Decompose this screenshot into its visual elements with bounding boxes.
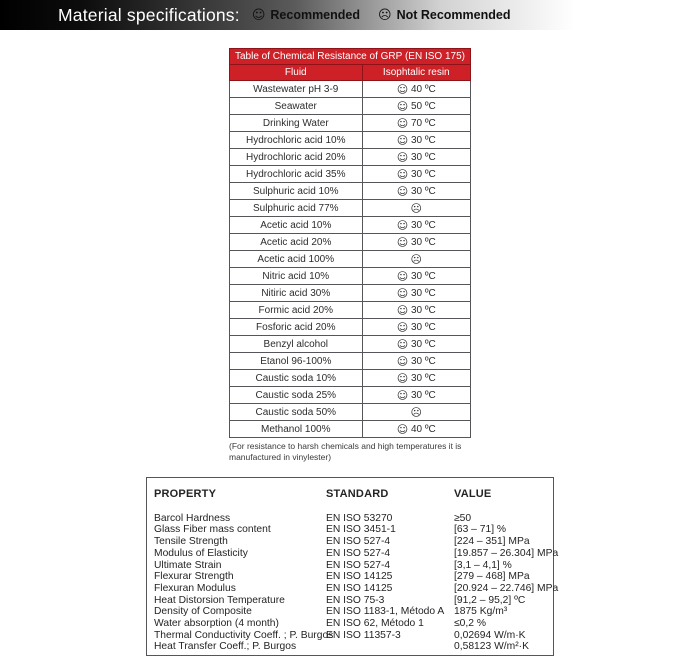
smile-icon: ☺ xyxy=(251,7,266,23)
table-row xyxy=(230,319,471,336)
chemical-resistance-table xyxy=(229,48,471,438)
frown-icon: ☹ xyxy=(410,201,422,215)
resin-cell xyxy=(362,319,470,336)
table-row xyxy=(230,285,471,302)
table-row xyxy=(154,571,549,583)
table-row xyxy=(230,115,471,132)
value-cell: 1875 Kg/m³ xyxy=(454,606,508,618)
smile-icon: ☺ xyxy=(396,99,409,113)
value-cell: [19.857 – 26.304] MPa xyxy=(454,547,559,559)
table-row xyxy=(154,547,559,560)
resin-cell xyxy=(362,353,470,370)
table-row xyxy=(230,132,471,149)
table-title-row xyxy=(230,49,471,65)
resin-cell xyxy=(362,370,470,387)
property-cell: Glass Fiber mass content xyxy=(154,524,271,536)
temperature-value: 30 ºC xyxy=(408,373,436,384)
fluid-cell: Sulphuric acid 10% xyxy=(230,183,363,200)
table-row xyxy=(154,630,549,642)
frown-icon: ☹ xyxy=(410,252,422,266)
fluid-cell: Hydrochloric acid 20% xyxy=(230,149,363,166)
column-header-fluid: Fluid xyxy=(230,65,363,81)
property-cell: Heat Transfer Coeff.; P. Burgos xyxy=(154,641,297,653)
temperature-value: 30 ºC xyxy=(408,271,436,282)
resin-cell xyxy=(362,251,470,268)
temperature-value: 30 ºC xyxy=(408,322,436,333)
table-row xyxy=(154,524,549,536)
smile-icon: ☺ xyxy=(396,337,409,351)
value-cell: [91,2 – 95,2] ºC xyxy=(454,594,526,606)
property-cell: Water absorption (4 month) xyxy=(154,618,279,630)
smile-icon: ☺ xyxy=(396,167,409,181)
property-cell: Barcol Hardness xyxy=(154,512,231,524)
temperature-value: 40 ºC xyxy=(408,424,436,435)
fluid-cell: Nitiric acid 30% xyxy=(230,285,363,302)
value-cell: [20.924 – 22.746] MPa xyxy=(454,582,559,594)
smile-icon: ☺ xyxy=(396,303,409,317)
table-row xyxy=(230,336,471,353)
fluid-cell: Benzyl alcohol xyxy=(230,336,363,353)
fluid-cell: Nitric acid 10% xyxy=(230,268,363,285)
value-cell: [224 – 351] MPa xyxy=(454,536,530,548)
fluid-cell: Sulphuric acid 77% xyxy=(230,200,363,217)
property-cell: Thermal Conductivity Coeff. ; P. Burgos xyxy=(154,629,334,641)
legend xyxy=(252,8,529,22)
table-row xyxy=(154,560,549,572)
resin-cell xyxy=(362,132,470,149)
smile-icon: ☺ xyxy=(396,320,409,334)
table-row xyxy=(230,183,471,200)
fluid-cell: Wastewater pH 3-9 xyxy=(230,81,363,98)
table-row xyxy=(230,217,471,234)
property-cell: Heat Distorsion Temperature xyxy=(154,594,285,606)
chem-table-title: Table of Chemical Resistance of GRP xyxy=(235,51,403,62)
fluid-cell: Etanol 96-100% xyxy=(230,353,363,370)
smile-icon: ☺ xyxy=(396,422,409,436)
standard-cell: EN ISO 14125 xyxy=(326,571,393,583)
column-header-standard: STANDARD xyxy=(326,488,389,500)
legend-label: Recommended xyxy=(270,8,360,22)
standard-cell: EN ISO 527-4 xyxy=(326,559,391,571)
fluid-cell: Seawater xyxy=(230,98,363,115)
standard-cell: EN ISO 14125 xyxy=(326,582,393,594)
smile-icon: ☺ xyxy=(396,218,409,232)
table-row xyxy=(154,513,549,525)
chem-table-standard: (EN ISO 175) xyxy=(404,51,465,62)
smile-icon: ☺ xyxy=(396,388,409,402)
smile-icon: ☺ xyxy=(396,269,409,283)
smile-icon: ☺ xyxy=(396,133,409,147)
temperature-value: 30 ºC xyxy=(408,186,436,197)
table-row xyxy=(230,81,471,98)
standard-cell: EN ISO 3451-1 xyxy=(326,524,396,536)
fluid-cell: Formic acid 20% xyxy=(230,302,363,319)
property-cell: Density of Composite xyxy=(154,606,252,618)
resin-cell xyxy=(362,404,470,421)
table-row xyxy=(230,302,471,319)
legend-label: Not Recommended xyxy=(396,8,511,22)
standard-cell: EN ISO 527-4 xyxy=(326,547,391,559)
value-cell: ≥50 xyxy=(454,512,472,524)
table-row xyxy=(154,595,549,607)
frown-icon: ☹ xyxy=(378,7,392,23)
fluid-cell: Acetic acid 20% xyxy=(230,234,363,251)
value-cell: [3,1 – 4,1] % xyxy=(454,559,512,571)
resin-cell xyxy=(362,268,470,285)
resin-cell xyxy=(362,200,470,217)
property-table xyxy=(146,477,559,656)
resin-cell xyxy=(362,115,470,132)
property-table-body xyxy=(154,512,559,653)
temperature-value: 30 ºC xyxy=(408,135,436,146)
standard-cell: EN ISO 527-4 xyxy=(326,536,391,548)
smile-icon: ☺ xyxy=(396,235,409,249)
table-row xyxy=(230,370,471,387)
fluid-cell: Caustic soda 50% xyxy=(230,404,363,421)
column-header-value: VALUE xyxy=(454,488,492,500)
table-row xyxy=(230,149,471,166)
resin-cell xyxy=(362,149,470,166)
smile-icon: ☺ xyxy=(396,286,409,300)
temperature-value: 30 ºC xyxy=(408,390,436,401)
table-row xyxy=(230,166,471,183)
table-row xyxy=(230,200,471,217)
resin-cell xyxy=(362,166,470,183)
table-row xyxy=(230,98,471,115)
temperature-value: 50 ºC xyxy=(408,101,436,112)
fluid-cell: Fosforic acid 20% xyxy=(230,319,363,336)
resin-cell xyxy=(362,285,470,302)
temperature-value: 70 ºC xyxy=(408,118,436,129)
property-cell: Ultimate Strain xyxy=(154,559,222,571)
temperature-value: 30 ºC xyxy=(408,339,436,350)
temperature-value: 40 ºC xyxy=(408,84,436,95)
table-row xyxy=(154,618,549,630)
resin-cell xyxy=(362,336,470,353)
fluid-cell: Acetic acid 100% xyxy=(230,251,363,268)
fluid-cell: Acetic acid 10% xyxy=(230,217,363,234)
table-row xyxy=(230,387,471,404)
table-row xyxy=(230,404,471,421)
table-header-row xyxy=(230,65,471,81)
property-table-header xyxy=(154,489,549,501)
fluid-cell: Hydrochloric acid 35% xyxy=(230,166,363,183)
standard-cell: EN ISO 75-3 xyxy=(326,594,385,606)
standard-cell: EN ISO 53270 xyxy=(326,512,393,524)
resin-cell xyxy=(362,183,470,200)
fluid-cell: Methanol 100% xyxy=(230,421,363,438)
value-cell: 0,02694 W/m·K xyxy=(454,629,526,641)
legend-item-recommended xyxy=(252,8,360,22)
fluid-cell: Caustic soda 10% xyxy=(230,370,363,387)
temperature-value: 30 ºC xyxy=(408,288,436,299)
value-cell: ≤0,2 % xyxy=(454,618,486,630)
column-header-resin: Isophtalic resin xyxy=(362,65,470,81)
property-cell: Modulus of Elasticity xyxy=(154,547,248,559)
table-row xyxy=(154,582,559,595)
temperature-value: 30 ºC xyxy=(408,220,436,231)
resin-cell xyxy=(362,81,470,98)
table-row xyxy=(154,641,549,653)
temperature-value: 30 ºC xyxy=(408,305,436,316)
table-row xyxy=(230,421,471,438)
column-header-property: PROPERTY xyxy=(154,488,217,500)
table-row xyxy=(230,251,471,268)
smile-icon: ☺ xyxy=(396,371,409,385)
fluid-cell: Caustic soda 25% xyxy=(230,387,363,404)
header-bar xyxy=(0,0,700,30)
smile-icon: ☺ xyxy=(396,150,409,164)
resin-cell xyxy=(362,387,470,404)
table-row xyxy=(154,606,549,618)
value-cell: 0,58123 W/m²·K xyxy=(454,641,529,653)
resin-cell xyxy=(362,421,470,438)
temperature-value: 30 ºC xyxy=(408,152,436,163)
standard-cell: EN ISO 62, Método 1 xyxy=(326,618,424,630)
temperature-value: 30 ºC xyxy=(408,356,436,367)
page-title: Material specifications: xyxy=(58,4,240,25)
smile-icon: ☺ xyxy=(396,354,409,368)
fluid-cell: Drinking Water xyxy=(230,115,363,132)
standard-cell xyxy=(326,641,454,653)
legend-item-not-recommended xyxy=(378,8,510,22)
table-row xyxy=(230,268,471,285)
resin-cell xyxy=(362,98,470,115)
smile-icon: ☺ xyxy=(396,82,409,96)
property-cell: Flexuran Modulus xyxy=(154,582,236,594)
temperature-value: 30 ºC xyxy=(408,169,436,180)
fluid-cell: Hydrochloric acid 10% xyxy=(230,132,363,149)
standard-cell: EN ISO 11357-3 xyxy=(326,629,401,641)
table-row xyxy=(154,536,549,548)
temperature-value: 30 ºC xyxy=(408,237,436,248)
property-cell: Tensile Strength xyxy=(154,536,228,548)
smile-icon: ☺ xyxy=(396,116,409,130)
table-row xyxy=(230,234,471,251)
frown-icon: ☹ xyxy=(410,405,422,419)
table-row xyxy=(230,353,471,370)
standard-cell: EN ISO 1183-1, Método A xyxy=(326,606,445,618)
resin-cell xyxy=(362,302,470,319)
chem-table-footnote: (For resistance to harsh chemicals and high temperatures it is manufactured in vinylester) xyxy=(229,441,462,463)
smile-icon: ☺ xyxy=(396,184,409,198)
value-cell: [63 – 71] % xyxy=(454,524,507,536)
property-cell: Flexurar Strength xyxy=(154,571,234,583)
value-cell: [279 – 468] MPa xyxy=(454,571,530,583)
resin-cell xyxy=(362,217,470,234)
resin-cell xyxy=(362,234,470,251)
